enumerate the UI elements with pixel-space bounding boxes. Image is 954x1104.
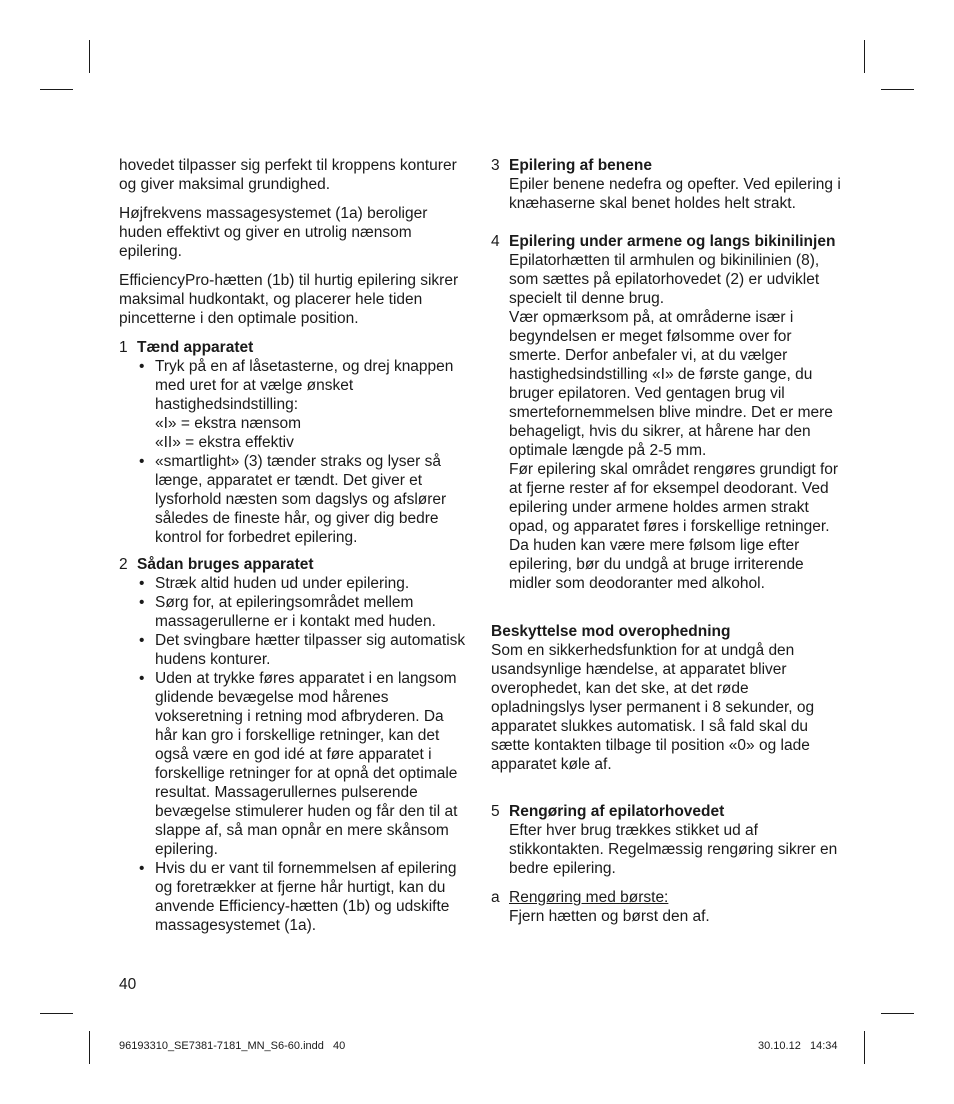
bullet-icon: • [139,670,145,687]
section-text: Som en sikkerhedsfunktion for at undgå den usandsynlige hændelse, at apparatet bliver overophedet, kan det ske, at det røde opladningslys lyser permanent i 8 sekunder, og apparatet slukkes automatisk. I så fald skal du sætte kontakten tilbage til position «0» og lade apparatet køle af. [491,642,815,773]
setting-gentle: «I» = ekstra nænsom [155,415,302,432]
bullet-icon: • [139,575,145,592]
right-column [491,156,841,926]
section-brush-cleaning [491,888,841,926]
section-legs [491,156,841,213]
crop-mark [864,40,865,73]
bullet-text: Hvis du er vant til fornemmelsen af epilering og foretrækker at fjerne hår hurtigt, kan du anvende Efficiency-hætten (1b) og udskifte massagesystemet (1a). [155,860,457,934]
list-item [137,593,469,631]
setting-effective: «II» = ekstra effektiv [155,434,294,451]
section-number: 1 [119,339,128,356]
bullet-text: Tryk på en af låsetasterne, og drej knappen med uret for at vælge ønsket hastighedsindstilling: [155,358,454,413]
crop-mark [881,89,914,90]
crop-mark [40,1013,73,1014]
list-item [137,669,469,859]
crop-mark [89,1031,90,1064]
intro-paragraph: hovedet tilpasser sig perfekt til kroppens konturer og giver maksimal grundighed. [119,157,457,193]
bullet-icon: • [139,860,145,877]
bullet-text: Uden at trykke føres apparatet i en langsom glidende bevægelse mod hårenes vokseretning i retning mod afbryderen. Da hår kan gro i forskellige retninger, kan det også være en god idé at føre apparatet i forskellige retninger for at opnå det optimale resultat. Massagerullernes pulserende bevægelse stimulerer huden og får den til at slappe af, så man opnår en mere skånsom epilering. [155,670,458,858]
footer-date: 30.10.12 14:34 [758,1040,838,1052]
bullet-icon: • [139,594,145,611]
bullet-text: Stræk altid huden ud under epilering. [155,575,410,592]
bullet-icon: • [139,453,145,470]
list-item [137,452,469,547]
bullet-list [137,574,469,935]
section-title: Sådan bruges apparatet [137,556,314,573]
section-number: a [491,889,500,906]
section-cleaning [491,802,841,878]
page-number: 40 [119,976,137,993]
section-text: Efter hver brug trækkes stikket ud af stikkontakten. Regelmæssig rengøring sikrer en bedre epilering. [509,822,838,877]
section-how-to-use [119,555,469,935]
section-underarm-bikini [491,232,841,593]
intro-paragraph: EfficiencyPro-hætten (1b) til hurtig epilering sikrer maksimal hudkontakt, og placerer hele tiden pincetterne i den optimale position. [119,272,459,327]
footer-file-info: 96193310_SE7381-7181_MN_S6-60.indd 40 [119,1040,346,1052]
section-title: Epilering af benene [509,157,652,174]
list-item [137,859,469,935]
section-number: 3 [491,157,500,174]
left-column [119,156,469,935]
bullet-list [137,357,469,547]
crop-mark [881,1013,914,1014]
bullet-text: Sørg for, at epileringsområdet mellem massagerullerne er i kontakt med huden. [155,594,436,630]
section-text: Vær opmærksom på, at områderne især i begyndelsen er meget følsomme over for smerte. Derfor anbefaler vi, at du vælger hastighedsindstilling «I» de første gange, du bruger epilatoren. Ved gentagen brug vil smertefornemmelsen blive mindre. Det er mere behageligt, hvis du sikrer, at hårene har den optimale længde på 2-5 mm. [509,309,833,459]
section-text: Epilatorhætten til armhulen og bikinilinien (8), som sættes på epilatorhovedet (2) er udviklet specielt til denne brug. [509,252,820,307]
bullet-text: «smartlight» (3) tænder straks og lyser så længe, apparatet er tændt. Det giver et lysforhold næsten som dagslys og afslører således de fineste hår, og giver dig bedre kontrol for forbedret epilering. [155,453,447,546]
section-text: Fjern hætten og børst den af. [509,908,710,925]
list-item [137,631,469,669]
section-number: 5 [491,803,500,820]
section-title: Rengøring med børste: [509,889,669,906]
bullet-icon: • [139,632,145,649]
section-text: Epiler benene nedefra og opefter. Ved epilering i knæhaserne skal benet holdes helt strakt. [509,176,841,212]
crop-mark [864,1031,865,1064]
section-text: Da huden kan være mere følsom lige efter epilering, bør du undgå at bruge irriterende midler som deodoranter med alkohol. [509,537,804,592]
section-title: Tænd apparatet [137,339,254,356]
list-item [137,357,469,452]
section-title: Epilering under armene og langs bikinilinjen [509,233,836,250]
section-number: 4 [491,233,500,250]
intro-paragraph: Højfrekvens massagesystemet (1a) beroliger huden effektivt og giver en utrolig nænsom epilering. [119,205,428,260]
bullet-icon: • [139,358,145,375]
section-title: Beskyttelse mod overophedning [491,623,731,640]
section-title: Rengøring af epilatorhovedet [509,803,725,820]
bullet-text: Det svingbare hætter tilpasser sig automatisk hudens konturer. [155,632,466,668]
crop-mark [89,40,90,73]
section-number: 2 [119,556,128,573]
section-overheat-protection [491,622,841,774]
section-text: Før epilering skal området rengøres grundigt for at fjerne rester af for eksempel deodorant. Ved epilering under armene holdes armen strakt opad, og apparatet føres i forskellige retninger. [509,461,839,535]
list-item [137,574,469,593]
crop-mark [40,89,73,90]
section-turn-on [119,338,469,547]
